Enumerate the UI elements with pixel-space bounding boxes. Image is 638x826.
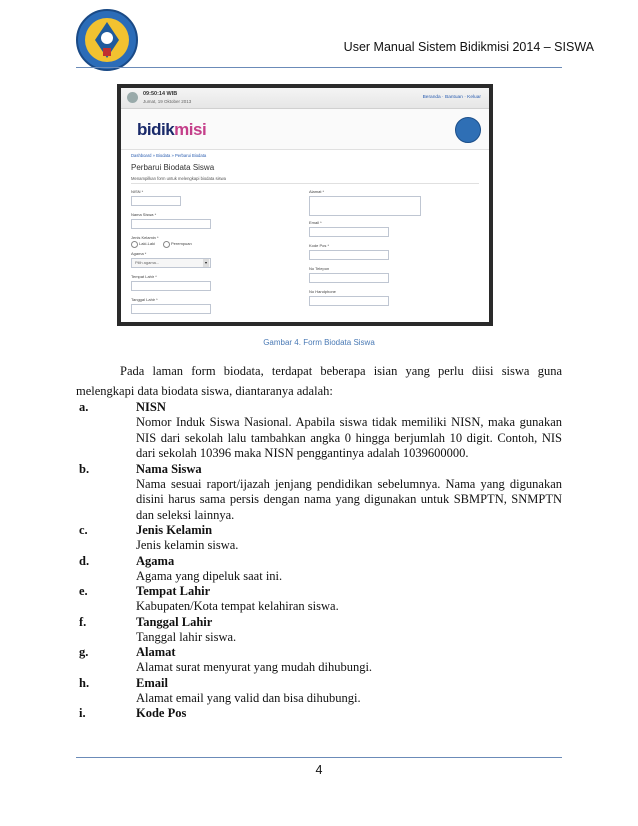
app-time: 09:50:14 WIB (143, 91, 178, 97)
header-divider (76, 67, 562, 68)
item-title: NISN (136, 400, 166, 414)
item-marker: h. (79, 675, 90, 690)
radio-perempuan[interactable] (163, 241, 170, 248)
label-no-telepon: No Telepon (309, 266, 330, 271)
app-topbar (121, 88, 489, 109)
radio-laki-laki[interactable] (131, 241, 138, 248)
app-top-links[interactable]: Beranda · Bantuan · Keluar (422, 95, 481, 100)
item-marker: i. (79, 706, 86, 720)
chevron-down-icon: ▾ (204, 260, 207, 265)
item-marker: g. (79, 645, 89, 659)
list-item (79, 706, 562, 721)
label-nisn: NISN * (131, 189, 144, 194)
no-telepon-input[interactable] (309, 273, 389, 283)
clock-icon (127, 92, 138, 103)
intro-paragraph (76, 361, 562, 401)
form-subheading: Menampilkan form untuk melengkapi biodata siswa (131, 176, 226, 181)
app-banner (121, 109, 489, 150)
label-tempat-lahir: Tempat Lahir * (131, 274, 157, 279)
list-item (79, 645, 562, 676)
item-marker: e. (79, 584, 88, 598)
list-item (79, 614, 562, 646)
list-item (79, 400, 562, 462)
item-marker: f. (79, 614, 87, 629)
alamat-textarea[interactable] (309, 196, 421, 216)
item-description: Alamat surat menyurat yang mudah dihubungi. (136, 660, 373, 674)
item-description: Agama yang dipeluk saat ini. (136, 568, 283, 583)
tanggal-lahir-input[interactable] (131, 304, 211, 314)
brand-part-b: misi (174, 120, 207, 139)
item-description: Alamat email yang valid dan bisa dihubungi. (136, 690, 361, 705)
form-heading: Perbarui Biodata Siswa (131, 163, 215, 172)
item-description: Tanggal lahir siswa. (136, 629, 237, 644)
breadcrumb[interactable]: Dashboard » Biodata » Perbarui Biodata (131, 153, 207, 158)
label-kode-pos: Kode Pos * (309, 243, 330, 248)
item-title: Kode Pos (136, 706, 187, 720)
label-no-handphone: No Handphone (309, 289, 336, 294)
item-description: Nomor Induk Siswa Nasional. Apabila siswa tidak memiliki NISN, maka gunakan NIS dari sekolah lalu tambahkan angka 0 hingga berjumlah 10 digit. Contoh, NIS dari sekolah 10396 maka NISN penggantinya adalah 1039600000. (136, 415, 562, 460)
brand-part-a: bidik (137, 120, 175, 139)
agama-select-value: Pilih agama... (135, 260, 160, 265)
item-description: Kabupaten/Kota tempat kelahiran siswa. (136, 599, 339, 613)
bidikmisi-logo (137, 120, 206, 140)
list-item (79, 675, 562, 707)
label-email: Email * (309, 220, 322, 225)
item-title: Jenis Kelamin (136, 523, 213, 537)
field-list (79, 400, 562, 721)
ministry-emblem-icon (455, 117, 481, 143)
item-title: Agama (136, 553, 175, 568)
no-handphone-input[interactable] (309, 296, 389, 306)
label-agama: Agama * (131, 251, 147, 256)
agama-select[interactable] (131, 258, 211, 268)
label-nama-siswa: Nama Siswa * (131, 212, 157, 217)
tempat-lahir-input[interactable] (131, 281, 211, 291)
form-screenshot-figure (117, 84, 493, 326)
form-divider (131, 183, 479, 184)
kode-pos-input[interactable] (309, 250, 389, 260)
figure-caption: Gambar 4. Form Biodata Siswa (263, 338, 375, 347)
item-description: Jenis kelamin siswa. (136, 538, 239, 552)
app-date: Jumat, 19 Oktober 2013 (143, 99, 192, 104)
item-title: Tempat Lahir (136, 584, 211, 598)
item-marker: a. (79, 400, 89, 414)
list-item (79, 584, 562, 615)
document-header-title: User Manual Sistem Bidikmisi 2014 – SISWA (343, 40, 594, 54)
label-tanggal-lahir: Tanggal Lahir * (131, 297, 158, 302)
intro-text: Pada laman form biodata, terdapat beberapa isian yang perlu diisi siswa guna melengkapi data biodata siswa, diantaranya adalah: (76, 364, 562, 398)
item-marker: d. (79, 553, 90, 568)
nisn-input[interactable] (131, 196, 181, 206)
list-item (79, 523, 562, 554)
label-alamat: Alamat * (309, 189, 325, 194)
item-marker: c. (79, 523, 88, 537)
list-item (79, 461, 562, 524)
item-marker: b. (79, 461, 90, 476)
nama-siswa-input[interactable] (131, 219, 211, 229)
item-title: Nama Siswa (136, 461, 202, 476)
screenshot-viewport (121, 88, 489, 322)
tut-wuri-handayani-logo-icon (75, 8, 139, 72)
list-item (79, 553, 562, 585)
page-number: 4 (315, 763, 323, 777)
label-jenis-kelamin: Jenis Kelamin * (131, 235, 159, 240)
item-title: Tanggal Lahir (136, 614, 213, 629)
item-description: Nama sesuai raport/ijazah jenjang pendidikan sebelumnya. Nama yang digunakan disini harus sama persis dengan nama yang digunakan untuk SBMPTN, SNMPTN dan seleksi lainnya. (136, 476, 562, 522)
radio-perempuan-label: Perempuan (171, 241, 192, 246)
item-title: Alamat (136, 645, 176, 659)
radio-laki-laki-label: Laki-Laki (139, 241, 156, 246)
footer-divider (76, 757, 562, 758)
item-title: Email (136, 675, 168, 690)
email-input[interactable] (309, 227, 389, 237)
